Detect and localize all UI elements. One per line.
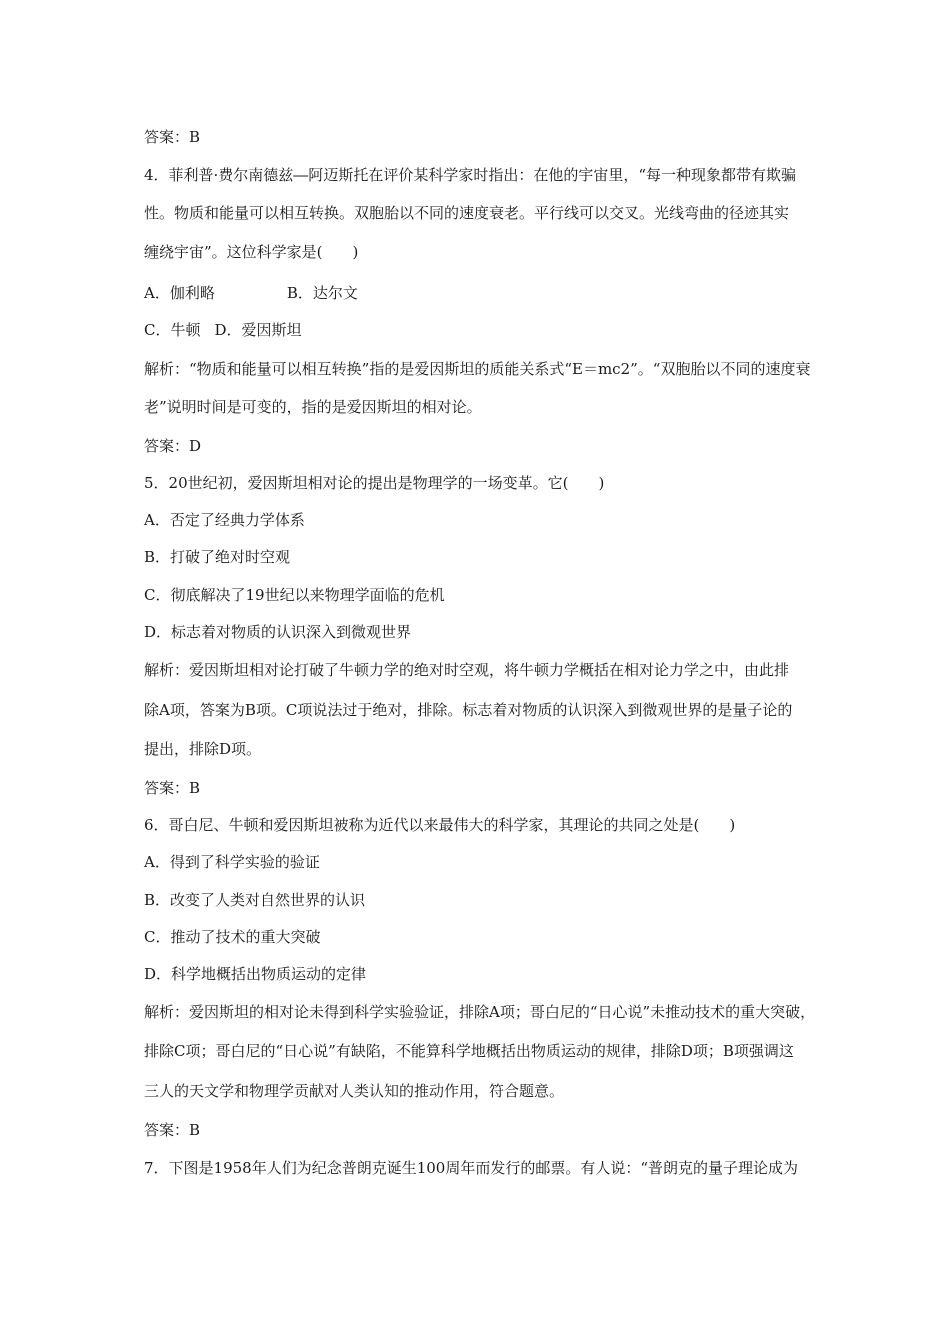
question-5-analysis-line-3: 提出，排除D项。 [144,740,262,758]
question-6-option-b: B．改变了人类对自然世界的认识 [144,891,366,909]
question-4-option-b: B．达尔文 [286,284,358,302]
question-6-option-c: C．推动了技术的重大突破 [144,928,321,946]
question-6-option-a: A．得到了科学实验的验证 [144,853,320,871]
answer-q3: 答案：B [144,128,201,146]
question-4-stem-line-1: 4．菲利普·费尔南德兹―阿迈斯托在评价某科学家时指出：在他的宇宙里，“每一种现象都带有欺骗 [144,166,796,184]
question-4-stem-line-2: 性。物质和能量可以相互转换。双胞胎以不同的速度衰老。平行线可以交叉。光线弯曲的径迹其实 [144,204,790,222]
question-4-option-d: D．爱因斯坦 [214,321,302,339]
question-4-options-cd [144,320,814,340]
question-4-option-c: C．牛顿 [144,321,201,339]
question-6-analysis-line-3: 三人的天文学和物理学贡献对人类认知的推动作用，符合题意。 [144,1082,565,1100]
question-5-option-c: C．彻底解决了19世纪以来物理学面临的危机 [144,586,445,604]
question-7-stem-line-1: 7．下图是1958年人们为纪念普朗克诞生100周年而发行的邮票。有人说：“普朗克的量子理论成为 [144,1159,799,1177]
question-5-analysis-line-1: 解析：爱因斯坦相对论打破了牛顿力学的绝对时空观，将牛顿力学概括在相对论力学之中，由此排 [144,661,790,679]
question-6-option-d: D．科学地概括出物质运动的定律 [144,965,367,983]
answer-q4: 答案：D [144,437,202,455]
question-4-stem-line-3: 缠绕宇宙”。这位科学家是( ) [144,243,359,261]
answer-q5: 答案：B [144,779,201,797]
question-6-analysis-line-2: 排除C项；哥白尼的“日心说”有缺陷，不能算科学地概括出物质运动的规律，排除D项；B项强调这 [144,1042,794,1060]
question-5-option-a: A．否定了经典力学体系 [144,511,305,529]
question-4-option-a: A．伽利略 [144,284,215,302]
question-5-analysis-line-2: 除A项，答案为B项。C项说法过于绝对，排除。标志着对物质的认识深入到微观世界的是量子论的 [144,701,793,719]
question-4-analysis-line-2: 老”说明时间是可变的，指的是爱因斯坦的相对论。 [144,398,482,416]
question-5-option-b: B．打破了绝对时空观 [144,548,291,566]
question-4-analysis-line-1: 解析：“物质和能量可以相互转换”指的是爱因斯坦的质能关系式“E＝mc2”。“双胞胎以不同的速度衰 [144,360,811,378]
question-6-analysis-line-1: 解析：爱因斯坦的相对论未得到科学实验验证，排除A项；哥白尼的“日心说”未推动技术的重大突破， [144,1003,816,1021]
answer-q6: 答案：B [144,1121,201,1139]
question-5-stem: 5．20世纪初，爱因斯坦相对论的提出是物理学的一场变革。它( ) [144,474,605,492]
question-6-stem: 6．哥白尼、牛顿和爱因斯坦被称为近代以来最伟大的科学家，其理论的共同之处是( ) [144,816,736,834]
question-5-option-d: D．标志着对物质的认识深入到微观世界 [144,623,412,641]
question-4-options-ab [144,283,814,303]
